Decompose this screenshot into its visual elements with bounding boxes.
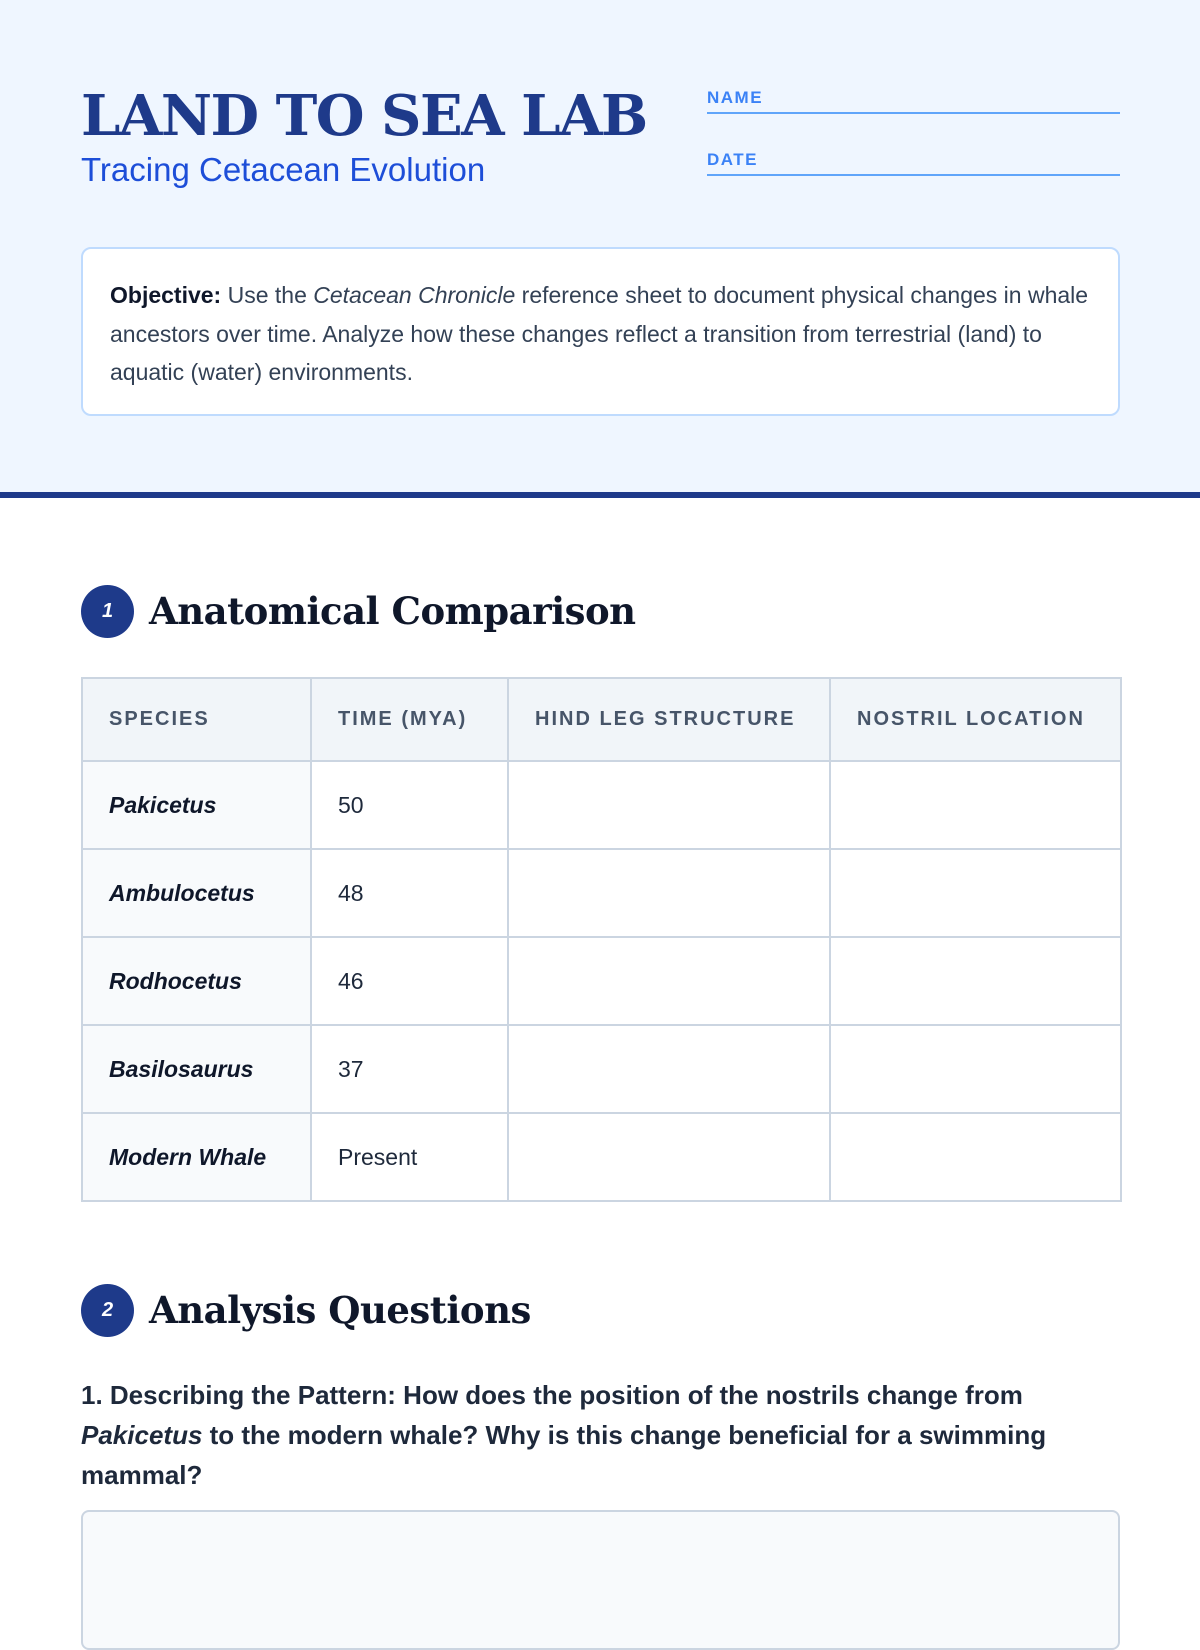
date-field[interactable] xyxy=(707,148,1120,176)
time-cell: 46 xyxy=(311,937,508,1025)
hind-leg-answer-cell[interactable] xyxy=(508,849,830,937)
question-1 xyxy=(81,1375,1120,1495)
section-anatomical-comparison xyxy=(81,584,636,638)
table-row xyxy=(82,1025,1121,1113)
question-1-species: Pakicetus xyxy=(81,1420,203,1450)
species-cell: Ambulocetus xyxy=(82,849,311,937)
page-title: LAND TO SEA LAB xyxy=(81,83,647,149)
species-cell: Basilosaurus xyxy=(82,1025,311,1113)
name-label: NAME xyxy=(707,88,764,107)
species-cell: Modern Whale xyxy=(82,1113,311,1201)
question-1-answer-box[interactable] xyxy=(81,1510,1120,1650)
column-header-hind-leg: HIND LEG STRUCTURE xyxy=(508,678,830,761)
table-row xyxy=(82,937,1121,1025)
nostril-answer-cell[interactable] xyxy=(830,849,1121,937)
column-header-nostril: NOSTRIL LOCATION xyxy=(830,678,1121,761)
objective-text-after: reference sheet to document physical changes in whale ancestors over time. Analyze how these changes reflect a transition from terrestrial (land) to aquatic (water) environments. xyxy=(110,282,1089,385)
page-subtitle: Tracing Cetacean Evolution xyxy=(81,151,486,188)
objective-text-before: Use the xyxy=(221,282,314,308)
hind-leg-answer-cell[interactable] xyxy=(508,1025,830,1113)
time-cell: 50 xyxy=(311,761,508,849)
time-cell: 48 xyxy=(311,849,508,937)
time-cell: Present xyxy=(311,1113,508,1201)
species-cell: Pakicetus xyxy=(82,761,311,849)
section-number-badge: 2 xyxy=(81,1284,134,1337)
objective-box xyxy=(81,247,1120,416)
hind-leg-answer-cell[interactable] xyxy=(508,937,830,1025)
section-title: Analysis Questions xyxy=(149,1288,531,1332)
table-row xyxy=(82,849,1121,937)
question-1-text-after: to the modern whale? Why is this change beneficial for a swimming mammal? xyxy=(81,1420,1047,1490)
species-cell: Rodhocetus xyxy=(82,937,311,1025)
objective-label: Objective: xyxy=(110,282,222,308)
nostril-answer-cell[interactable] xyxy=(830,937,1121,1025)
name-field[interactable] xyxy=(707,86,1120,114)
time-cell: 37 xyxy=(311,1025,508,1113)
column-header-time: TIME (MYA) xyxy=(311,678,508,761)
nostril-answer-cell[interactable] xyxy=(830,1113,1121,1201)
table-header-row xyxy=(82,678,1121,761)
section-number-badge: 1 xyxy=(81,585,134,638)
section-analysis-questions xyxy=(81,1283,531,1337)
table-row xyxy=(82,1113,1121,1201)
hind-leg-answer-cell[interactable] xyxy=(508,761,830,849)
nostril-answer-cell[interactable] xyxy=(830,761,1121,849)
table-row xyxy=(82,761,1121,849)
reference-sheet-name: Cetacean Chronicle xyxy=(313,282,516,308)
section-title: Anatomical Comparison xyxy=(149,589,636,633)
question-1-text-before: 1. Describing the Pattern: How does the position of the nostrils change from xyxy=(81,1380,1023,1410)
hind-leg-answer-cell[interactable] xyxy=(508,1113,830,1201)
nostril-answer-cell[interactable] xyxy=(830,1025,1121,1113)
date-label: DATE xyxy=(707,150,759,169)
anatomical-comparison-table xyxy=(81,677,1122,1202)
column-header-species: SPECIES xyxy=(82,678,311,761)
worksheet-header xyxy=(0,0,1200,498)
